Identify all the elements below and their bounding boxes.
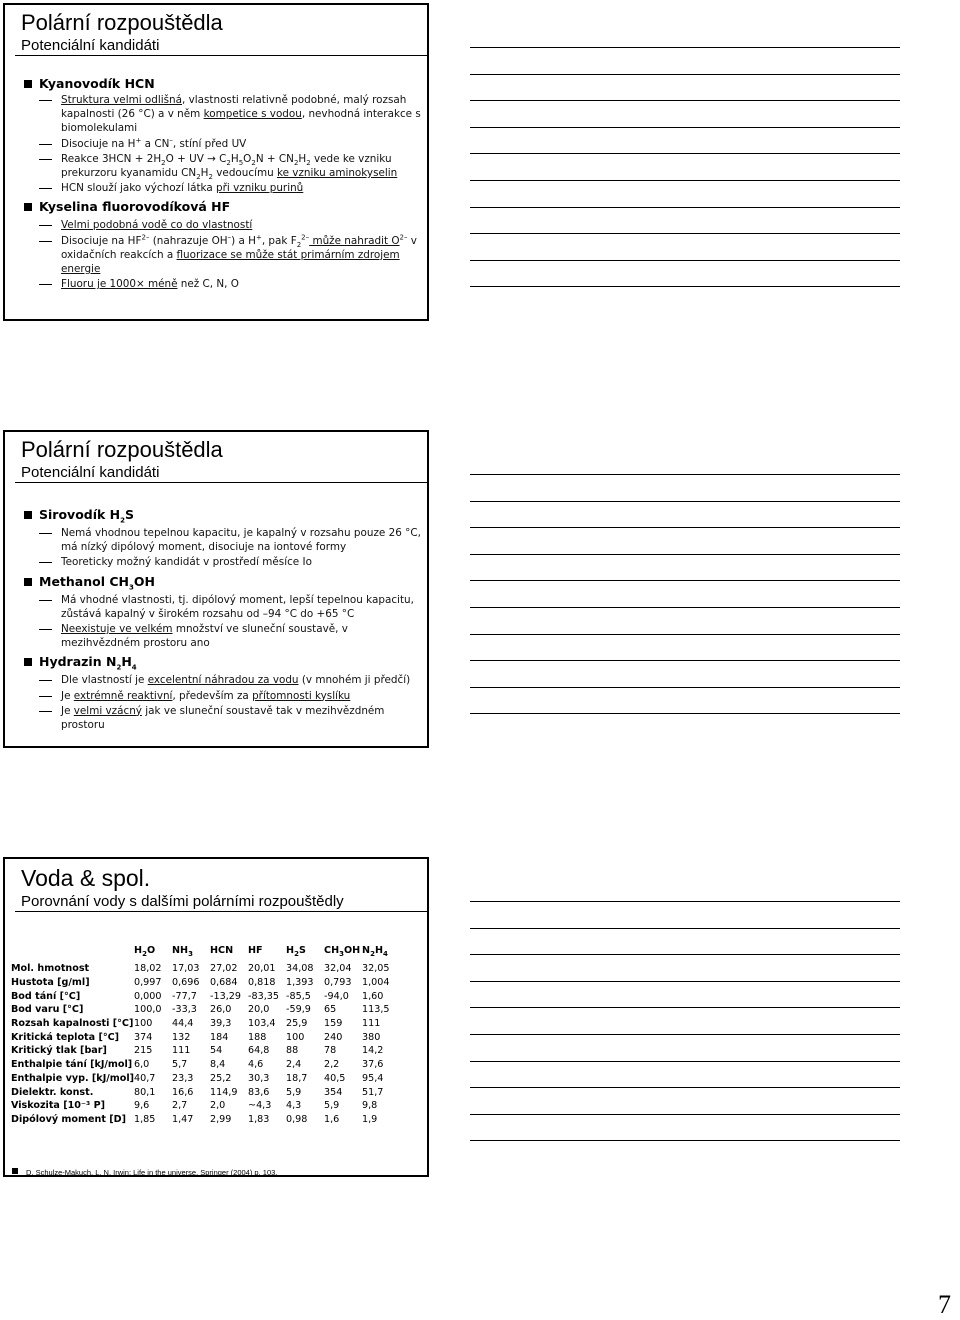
- table-cell: 0,000: [134, 990, 162, 1002]
- slide-2: [3, 430, 429, 748]
- dash-icon: [39, 225, 52, 226]
- row-label: Dielektr. konst.: [11, 1086, 94, 1098]
- table-header-cell: $CH_3OH$: [324, 944, 361, 958]
- list-item: Dle vlastností je excelentní náhradou za vodu (v mnohém ji předčí): [19, 673, 421, 687]
- table-row: [5, 989, 400, 1003]
- row-label: Bod varu [°C]: [11, 1004, 84, 1016]
- table-cell: 78: [324, 1045, 337, 1057]
- row-label: Dipólový moment [D]: [11, 1113, 127, 1125]
- table-cell: 0,793: [324, 977, 352, 989]
- list-item: Velmi podobná vodě co do vlastností: [19, 218, 421, 232]
- note-line: [470, 501, 900, 502]
- note-line: [470, 1114, 900, 1115]
- table-cell: 2,0: [210, 1100, 226, 1112]
- table-cell: 354: [324, 1086, 343, 1098]
- table-cell: 25,9: [286, 1018, 308, 1030]
- table-cell: 39,3: [210, 1018, 232, 1030]
- table-row: [5, 1003, 400, 1017]
- note-line: [470, 474, 900, 475]
- table-cell: 240: [324, 1031, 343, 1043]
- note-line: [470, 607, 900, 608]
- table-cell: -77,7: [172, 990, 197, 1002]
- table-cell: 5,7: [172, 1059, 188, 1071]
- table-cell: 95,4: [362, 1072, 384, 1084]
- table-cell: 100,0: [134, 1004, 162, 1016]
- table-cell: 374: [134, 1031, 153, 1043]
- table-cell: 159: [324, 1018, 343, 1030]
- table-cell: 113,5: [362, 1004, 390, 1016]
- table-cell: 32,05: [362, 963, 390, 975]
- table-cell: 2,99: [210, 1113, 232, 1125]
- table-cell: 2,4: [286, 1059, 302, 1071]
- notes-lines: [470, 47, 900, 313]
- row-label: Enthalpie tání [kJ/mol]: [11, 1059, 133, 1071]
- note-line: [470, 260, 900, 261]
- table-cell: 9,6: [134, 1100, 150, 1112]
- dash-icon: [39, 159, 52, 160]
- table-cell: 18,7: [286, 1072, 308, 1084]
- dash-icon: [39, 696, 52, 697]
- list-item: Teoreticky možný kandidát v prostředí měsíce Io: [19, 555, 421, 569]
- table-cell: 25,2: [210, 1072, 232, 1084]
- table-cell: 1,9: [362, 1113, 378, 1125]
- note-line: [470, 554, 900, 555]
- table-cell: 111: [172, 1045, 191, 1057]
- table-cell: 1,83: [248, 1113, 270, 1125]
- table-cell: 37,6: [362, 1059, 384, 1071]
- table-cell: 30,3: [248, 1072, 270, 1084]
- slide-title: Polární rozpouštědla: [21, 437, 223, 462]
- table-cell: 111: [362, 1018, 381, 1030]
- table-cell: 0,696: [172, 977, 200, 989]
- list-item: Má vhodné vlastnosti, tj. dipólový moment, lepší tepelnou kapacitu, zůstává kapalný v širokém rozsahu od –94 °C do +65 °C: [19, 593, 421, 621]
- table-header-cell: $N_2H_4$: [362, 944, 388, 958]
- note-line: [470, 1007, 900, 1008]
- square-bullet-icon: [24, 80, 32, 88]
- table-header-cell: [5, 938, 134, 962]
- row-label: Hustota [g/ml]: [11, 977, 90, 989]
- table-cell: 32,04: [324, 963, 352, 975]
- slide-title: Voda & spol.: [21, 865, 151, 891]
- dash-icon: [39, 600, 52, 601]
- notes-lines: [470, 901, 900, 1167]
- note-line: [470, 207, 900, 208]
- slide-subtitle: Potenciální kandidáti: [21, 464, 160, 481]
- table-cell: 380: [362, 1031, 381, 1043]
- note-line: [470, 1061, 900, 1062]
- table-cell: -83,35: [248, 990, 279, 1002]
- dash-icon: [39, 562, 52, 563]
- table-row: [5, 976, 400, 990]
- table-cell: 103,4: [248, 1018, 276, 1030]
- note-line: [470, 954, 900, 955]
- note-line: [470, 286, 900, 287]
- table-cell: 64,8: [248, 1045, 270, 1057]
- table-cell: 40,5: [324, 1072, 346, 1084]
- dash-icon: [39, 144, 52, 145]
- table-header-cell: HCN: [210, 944, 234, 956]
- table-cell: 17,03: [172, 963, 200, 975]
- table-cell: 1,85: [134, 1113, 156, 1125]
- slide-subtitle: Potenciální kandidáti: [21, 37, 160, 54]
- table-cell: 215: [134, 1045, 153, 1057]
- table-cell: 132: [172, 1031, 191, 1043]
- note-line: [470, 901, 900, 902]
- table-cell: 0,818: [248, 977, 276, 989]
- square-bullet-icon: [12, 1168, 18, 1174]
- table-row: [5, 1058, 400, 1072]
- table-cell: 1,393: [286, 977, 314, 989]
- table-header-cell: $NH_3$: [172, 944, 193, 958]
- table-cell: 8,4: [210, 1059, 226, 1071]
- list-item: Disociuje na H+ a CN–, stíní před UV: [19, 137, 421, 151]
- list-item: Je extrémně reaktivní, především za přítomnosti kyslíku: [19, 689, 421, 703]
- list-item: Disociuje na $HF^{2-}$ (nahrazuje OH–) a H+, pak $F_2^{2-}$ může nahradit $O^{2-}$ v oxidačních reakcích a fluorizace se může stát primárním zdrojem energie: [19, 234, 421, 277]
- table-cell: 6,0: [134, 1059, 150, 1071]
- row-label: Rozsah kapalnosti [°C]: [11, 1018, 134, 1030]
- list-item: Je velmi vzácný jak ve sluneční soustavě tak v mezihvězdném prostoru: [19, 704, 421, 732]
- table-cell: 88: [286, 1045, 299, 1057]
- table-cell: 16,6: [172, 1086, 194, 1098]
- note-line: [470, 580, 900, 581]
- note-line: [470, 153, 900, 154]
- table-cell: -59,9: [286, 1004, 311, 1016]
- slide-3: [3, 857, 429, 1177]
- note-line: [470, 660, 900, 661]
- square-bullet-icon: [24, 658, 32, 666]
- table-cell: 9,8: [362, 1100, 378, 1112]
- table-cell: 20,0: [248, 1004, 270, 1016]
- table-cell: 0,997: [134, 977, 162, 989]
- note-line: [470, 527, 900, 528]
- table-cell: 23,3: [172, 1072, 194, 1084]
- table-cell: 5,9: [324, 1100, 340, 1112]
- table-row: [5, 1044, 400, 1058]
- table-header-row: [5, 938, 400, 962]
- table-cell: 0,98: [286, 1113, 308, 1125]
- page-number: 7: [938, 1290, 951, 1319]
- table-cell: 184: [210, 1031, 229, 1043]
- row-label: Kritický tlak [bar]: [11, 1045, 107, 1057]
- table-cell: 18,02: [134, 963, 162, 975]
- table-row: [5, 1030, 400, 1044]
- list-item: HCN slouží jako výchozí látka při vzniku purinů: [19, 181, 421, 195]
- slide-1: [3, 3, 429, 321]
- list-item: Struktura velmi odlišná, vlastnosti relativně podobné, malý rozsah kapalnosti (26 °C) a v něm kompetice s vodou, nevhodná interakce s biomolekulami: [19, 93, 421, 136]
- notes-lines: [470, 474, 900, 740]
- table-cell: 1,60: [362, 990, 384, 1002]
- table-cell: 83,6: [248, 1086, 270, 1098]
- table-cell: 1,004: [362, 977, 390, 989]
- table-row: [5, 1113, 400, 1127]
- table-cell: 2,7: [172, 1100, 188, 1112]
- table-cell: 100: [286, 1031, 305, 1043]
- dash-icon: [39, 711, 52, 712]
- table-cell: 100: [134, 1018, 153, 1030]
- note-line: [470, 928, 900, 929]
- row-label: Bod tání [°C]: [11, 990, 81, 1002]
- slide-title: Polární rozpouštědla: [21, 10, 223, 35]
- table-cell: 51,7: [362, 1086, 384, 1098]
- table-cell: 34,08: [286, 963, 314, 975]
- square-bullet-icon: [24, 203, 32, 211]
- note-line: [470, 127, 900, 128]
- table-cell: 188: [248, 1031, 267, 1043]
- table-cell: 4,3: [286, 1100, 302, 1112]
- table-header-cell: $H_2S$: [286, 944, 306, 958]
- list-item: Neexistuje ve velkém množství ve sluneční soustavě, v mezihvězdném prostoru ano: [19, 622, 421, 650]
- table-cell: 5,9: [286, 1086, 302, 1098]
- row-label: Viskozita [10⁻³ P]: [11, 1100, 105, 1112]
- table-cell: 40,7: [134, 1072, 156, 1084]
- note-line: [470, 634, 900, 635]
- row-label: Kritická teplota [°C]: [11, 1031, 120, 1043]
- dash-icon: [39, 100, 52, 101]
- table-row: [5, 962, 400, 976]
- square-bullet-icon: [24, 511, 32, 519]
- note-line: [470, 687, 900, 688]
- table-cell: -13,29: [210, 990, 241, 1002]
- slide-subtitle: Porovnání vody s dalšími polárními rozpouštědly: [21, 893, 344, 910]
- bullet-heading: Kyselina fluorovodíková HF: [19, 199, 421, 215]
- dash-icon: [39, 533, 52, 534]
- list-item: Reakce $3HCN + 2H_2O$ + UV → $C_2H_5O_2N + CN_2H_2$ vede ke vzniku prekurzoru kyanamidu $CN_2H_2$ vedoucímu ke vzniku aminokyselin: [19, 152, 421, 180]
- row-label: Mol. hmotnost: [11, 963, 90, 975]
- bullet-heading: Hydrazin $N_2H_4$: [19, 654, 421, 670]
- table-cell: ~4,3: [248, 1100, 272, 1112]
- dash-icon: [39, 188, 52, 189]
- dash-icon: [39, 629, 52, 630]
- table-header-cell: HF: [248, 944, 263, 956]
- table-cell: -33,3: [172, 1004, 197, 1016]
- row-label: Enthalpie vyp. [kJ/mol]: [11, 1072, 135, 1084]
- note-line: [470, 713, 900, 714]
- bullet-heading: Methanol $CH_3OH$: [19, 574, 421, 590]
- table-cell: 26,0: [210, 1004, 232, 1016]
- note-line: [470, 100, 900, 101]
- note-line: [470, 1140, 900, 1141]
- properties-table: [5, 938, 400, 1126]
- table-cell: 27,02: [210, 963, 238, 975]
- dash-icon: [39, 241, 52, 242]
- table-cell: 114,9: [210, 1086, 238, 1098]
- table-row: [5, 1099, 400, 1113]
- dash-icon: [39, 680, 52, 681]
- square-bullet-icon: [24, 578, 32, 586]
- bullet-heading: Sirovodík $H_2S$: [19, 507, 421, 523]
- table-cell: 2,2: [324, 1059, 340, 1071]
- table-cell: 1,47: [172, 1113, 194, 1125]
- note-line: [470, 1087, 900, 1088]
- table-cell: 4,6: [248, 1059, 264, 1071]
- table-row: [5, 1017, 400, 1031]
- note-line: [470, 74, 900, 75]
- table-cell: -85,5: [286, 990, 311, 1002]
- list-item: Fluoru je 1000× méně než C, N, O: [19, 277, 421, 291]
- table-header-cell: $H_2O$: [134, 944, 156, 958]
- table-row: [5, 1085, 400, 1099]
- table-cell: -94,0: [324, 990, 349, 1002]
- table-row: [5, 1072, 400, 1086]
- table-cell: 1,6: [324, 1113, 340, 1125]
- reference-citation: D. Schulze-Makuch, L. N. Irwin: Life in the universe. Springer (2004) p. 103.: [26, 1168, 278, 1177]
- note-line: [470, 1034, 900, 1035]
- note-line: [470, 180, 900, 181]
- list-item: Nemá vhodnou tepelnou kapacitu, je kapalný v rozsahu pouze 26 °C, má nízký dipólový moment, disociuje na iontové formy: [19, 526, 421, 554]
- table-cell: 44,4: [172, 1018, 194, 1030]
- table-cell: 65: [324, 1004, 337, 1016]
- note-line: [470, 233, 900, 234]
- table-cell: 14,2: [362, 1045, 384, 1057]
- table-cell: 20,01: [248, 963, 276, 975]
- note-line: [470, 981, 900, 982]
- dash-icon: [39, 284, 52, 285]
- bullet-heading: Kyanovodík HCN: [19, 76, 421, 92]
- table-cell: 0,684: [210, 977, 238, 989]
- table-cell: 80,1: [134, 1086, 156, 1098]
- table-cell: 54: [210, 1045, 223, 1057]
- note-line: [470, 47, 900, 48]
